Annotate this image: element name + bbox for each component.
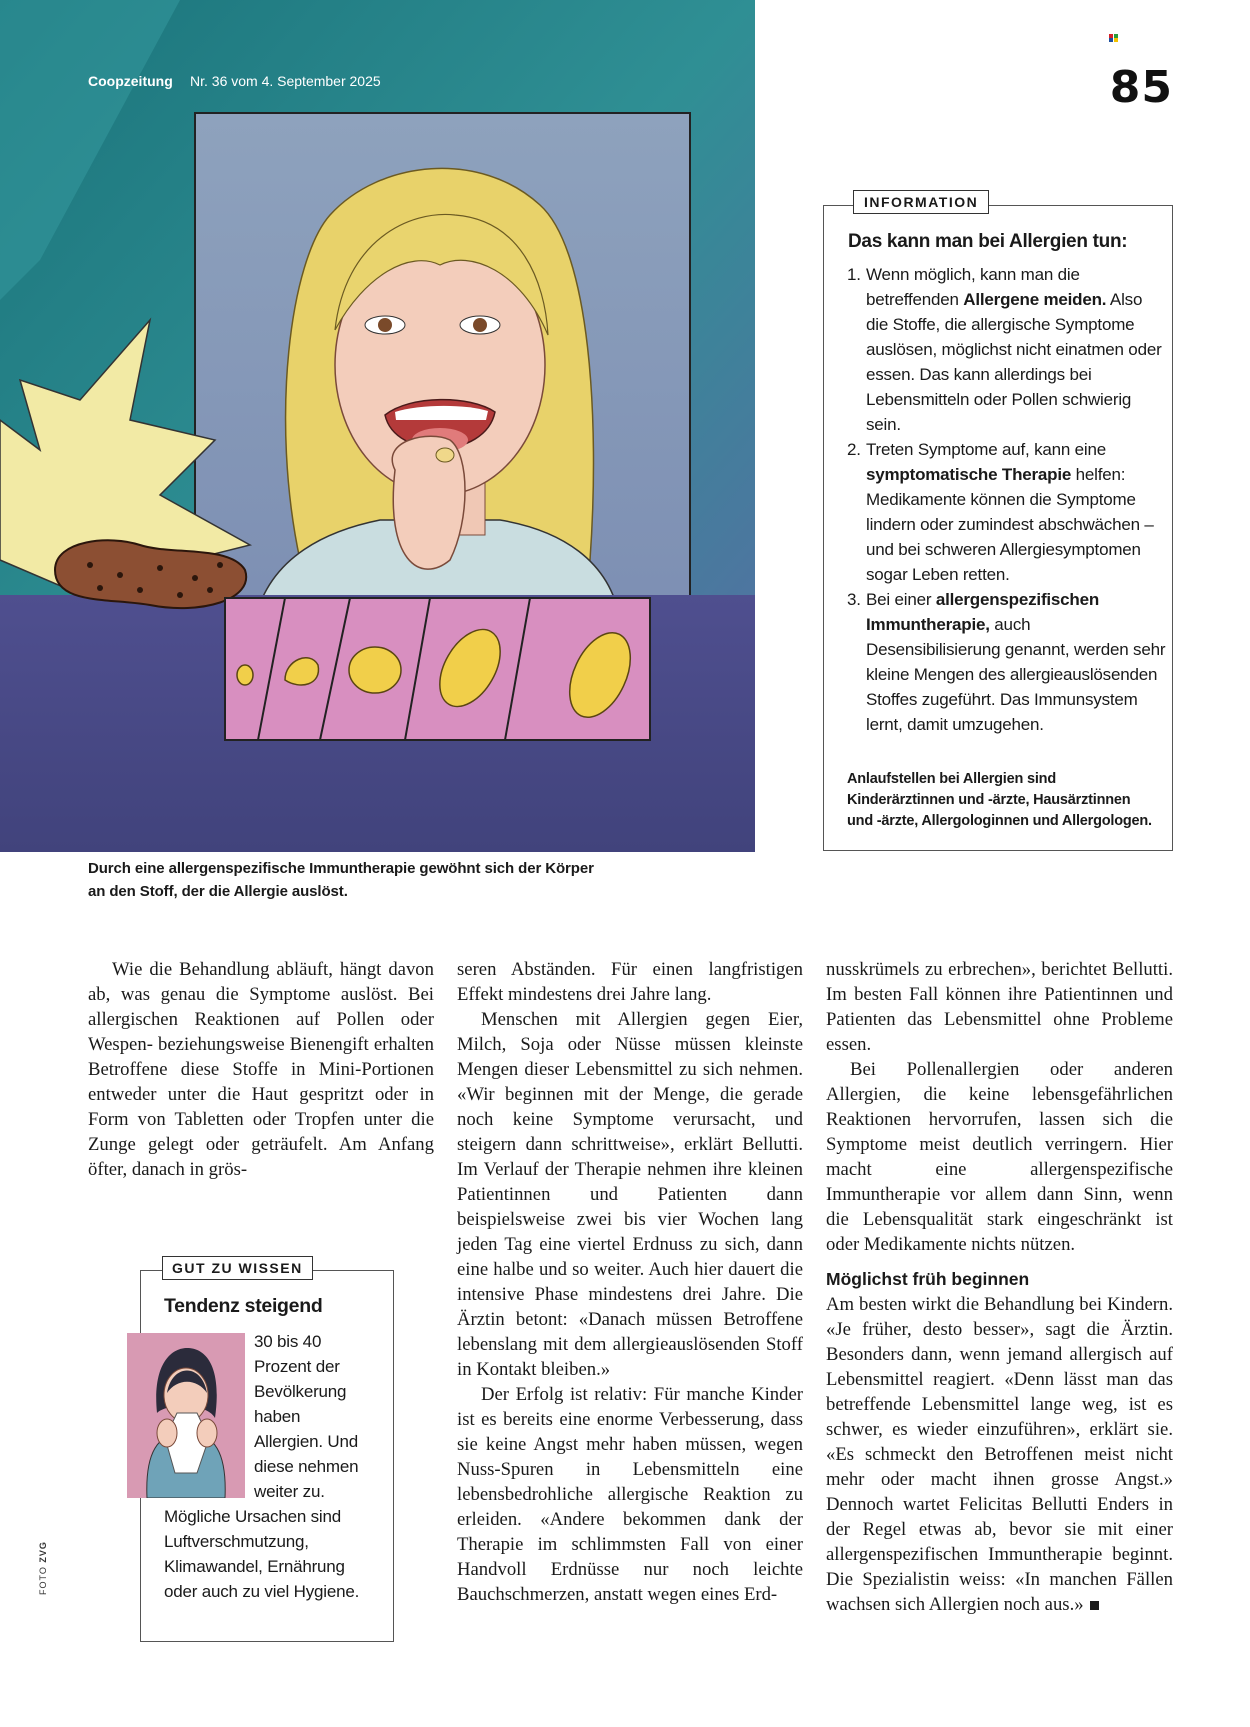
information-tag: INFORMATION — [853, 190, 989, 214]
article-paragraph: seren Abständen. Für einen langfristigen Effekt mindestens drei Jahre lang. — [457, 959, 803, 1005]
article-paragraph: nusskrümels zu erbrechen», berichtet Bellutti. Im besten Fall können ihre Patientinnen und Patienten das Lebensmittel ohne Probleme essen. — [826, 959, 1173, 1055]
article-column-1 — [88, 957, 434, 1182]
information-box — [823, 194, 1173, 851]
page-number: 85 — [1109, 62, 1173, 113]
image-caption: Durch eine allergenspezifische Immuntherapie gewöhnt sich der Körper an den Stoff, der die Allergie auslöst. — [88, 860, 594, 900]
information-list — [847, 262, 1167, 737]
article-column-3 — [826, 957, 1173, 1617]
hero-illustration — [0, 0, 755, 852]
article-paragraph: Der Erfolg ist relativ: Für manche Kinder ist es bereits eine enorme Verbesserung, dass sie keine Angst mehr haben müssen, wegen Nuss-Spuren in Lebensmitteln eine lebensbedrohliche allergische Reaktion zu erleiden. «Andere bekommen dank der Therapie im schlimmsten Fall von einer Handvoll Erdnüsse nur noch leichte Bauchschmerzen, anstatt wegen eines Erd- — [457, 1384, 803, 1605]
information-footer: Anlaufstellen bei Allergien sind Kinderärztinnen und -ärzte, Hausärztinnen und -ärzte, Allergologinnen und Allergologen. — [847, 771, 1152, 829]
article-subheading: Möglichst früh beginnen — [826, 1269, 1030, 1289]
end-mark-icon — [1090, 1601, 1099, 1610]
list-text: auch Desensibilisierung genannt, werden sehr kleine Mengen des allergieauslösenden Stoffes zugeführt. Das Immunsystem lernt, damit umzugehen. — [866, 615, 1166, 734]
list-text: Bei einer — [866, 590, 936, 609]
list-item — [847, 262, 1167, 437]
list-number: 2. — [847, 440, 861, 459]
article-paragraph — [826, 1292, 1173, 1617]
issue-date: Nr. 36 vom 4. September 2025 — [190, 73, 381, 89]
list-item — [847, 587, 1167, 737]
fact-text-content: 30 bis 40 Prozent der Bevölkerung haben Allergien. Und diese nehmen weiter zu. Mögliche Ursachen sind Luftverschmutzung, Klimawandel, Ernährung oder auch zu viel Hygiene. — [164, 1332, 360, 1601]
information-title: Das kann man bei Allergien tun: — [848, 231, 1128, 252]
gut-zu-wissen-box — [140, 1260, 394, 1642]
publication-name: Coopzeitung — [88, 73, 173, 89]
photo-credit-label: FOTO — [38, 1566, 48, 1595]
photo-credit-source: ZVG — [38, 1541, 48, 1563]
article-paragraph: Wie die Behandlung abläuft, hängt davon ab, was genau die Symptome auslöst. Bei allergischen Reaktionen auf Pollen oder Wespen- beziehungsweise Bienengift erhalten Betroffene diese Stoffe in Mini-Portionen entweder unter die Haut gespritzt oder in Form von Tabletten oder Tropfen unter die Zunge gelegt oder geträufelt. Am Anfang öfter, danach in grös- — [88, 959, 434, 1180]
photo-credit — [38, 1541, 48, 1595]
list-number: 1. — [847, 265, 861, 284]
fact-text — [164, 1329, 369, 1604]
article-paragraph-text: Am besten wirkt die Behandlung bei Kindern. «Je früher, desto besser», sagt die Ärztin. Besonders dann, wenn jemand allergisch auf Lebensmittel reagiert. «Denn lässt man das betreffende Lebensmittel lange weg, ist es schwer, es wieder einzuführen», erklärt sie. «Es schmeckt den Betroffenen meist nicht mehr oder macht ihnen grosse Angst.» Dennoch wartet Felicitas Bellutti Enders in der Regel etwas ab, bevor sie mit einer allergenspezifischen Immuntherapie beginnt. Die Spezialistin weiss: «In manchen Fällen wachsen sich Allergien noch aus.» — [826, 1294, 1173, 1615]
list-text: Wenn möglich, kann man die betreffenden — [866, 265, 1080, 309]
list-text: Treten Symptome auf, kann eine — [866, 440, 1107, 459]
list-highlight: symptomatische Therapie — [866, 465, 1072, 484]
color-registration-icon — [1109, 34, 1118, 42]
list-number: 3. — [847, 590, 861, 609]
list-highlight: Allergene meiden. — [963, 290, 1107, 309]
fact-title: Tendenz steigend — [164, 1295, 323, 1317]
list-text: Also die Stoffe, die allergische Symptome auslösen, möglichst nicht einatmen oder essen. Das kann allerdings bei Lebensmitteln oder Pollen schwierig sein. — [866, 290, 1162, 434]
article-paragraph: Bei Pollenallergien oder anderen Allergien, die keine lebensgefährlichen Reaktionen hervorrufen, lassen sich die Symptome meist deutlich verringern. Hier macht eine allergenspezifische Immuntherapie vor allem dann Sinn, wenn die Lebensqualität stark eingeschränkt ist oder Medikamente nichts nützen. — [826, 1059, 1173, 1255]
fact-tag: GUT ZU WISSEN — [162, 1256, 313, 1280]
article-column-2 — [457, 957, 803, 1607]
list-highlight: allergenspezifischen Immuntherapie, — [866, 590, 1100, 634]
article-paragraph: Menschen mit Allergien gegen Eier, Milch, Soja oder Nüsse müssen kleinste Mengen dieser Lebensmittel zu sich nehmen. «Wir beginnen mit der Menge, die gerade noch keine Symptome verursacht, und steigern dann schrittweise», erklärt Bellutti. Im Verlauf der Therapie nehmen ihre kleinen Patientinnen und Patienten dann beispielsweise zwei bis vier Wochen lang jeden Tag eine viertel Erdnuss zu sich, dann eine halbe und so weiter. Auch hier dauert die intensive Phase mindestens drei Jahre. Die Ärztin betont: «Danach müssen Betroffene lebenslang mit dem allergieauslösenden Stoff in Kontakt bleiben.» — [457, 1009, 803, 1380]
list-text: helfen: Medikamente können die Symptome lindern oder zumindest abschwächen – und bei schweren Allergiesymptomen sogar Leben retten. — [866, 465, 1154, 584]
list-item — [847, 437, 1167, 587]
girl-eating-peanut-illustration — [0, 0, 755, 852]
